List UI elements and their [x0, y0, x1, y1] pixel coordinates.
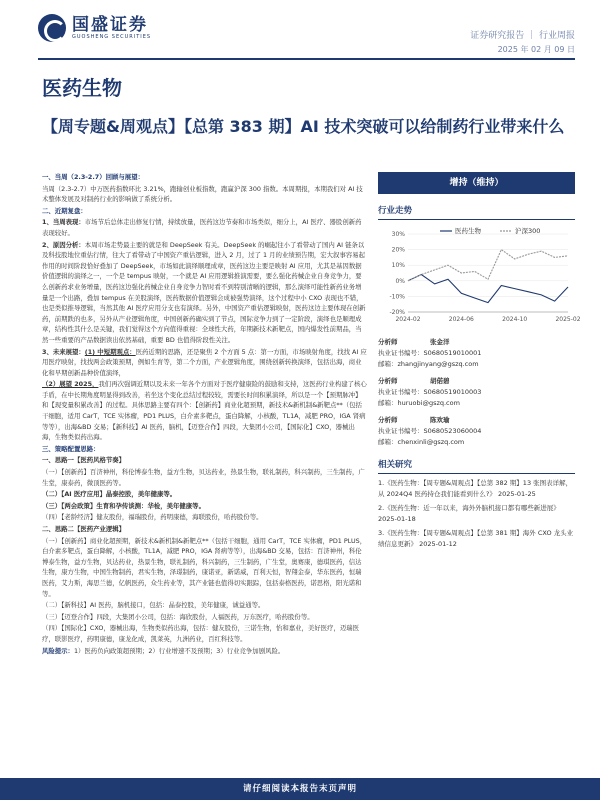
- analyst-email[interactable]: chenxinli@gszq.com: [397, 438, 465, 446]
- list-item: （四）【老龄经济】健友股份，福瑞股份，药明康德，海联股份，哈药股份等。: [42, 513, 263, 522]
- list-item: （二）【新科技】AI 医药，脑机接口，包括：晶泰控股，美年健康，诚益通等。: [42, 601, 265, 610]
- sub-heading: 二、思路二【医药产业逻辑】: [42, 525, 126, 533]
- cert-label: 执业证书编号：: [378, 349, 424, 357]
- analyst-email[interactable]: zhangjinyang@gszq.com: [397, 360, 479, 368]
- y-tick-label: 10%: [391, 262, 405, 270]
- email-label: 邮箱：: [378, 399, 398, 407]
- legend-label: 沪深300: [515, 227, 541, 235]
- related-heading: 相关研究: [378, 458, 575, 474]
- rating-badge: 增持（维持）: [378, 172, 575, 194]
- y-tick-label: 0%: [395, 277, 405, 285]
- analyst-name: 陈欢瑜: [430, 416, 450, 424]
- related-title[interactable]: 3.《医药生物：【周专题&周观点】【总第 381 期】海外 CXO 龙头业绩信息更新》: [378, 529, 574, 548]
- analyst-card: [378, 415, 575, 448]
- paragraph-label: 2、原因分析：: [42, 240, 85, 249]
- analyst-role: 分析师: [378, 377, 398, 385]
- legend-label: 医药生物: [455, 227, 481, 235]
- list-item: （四）【国际化】CXO，器械出海，生物类似药出海，包括：健友股份，三诺生物，怡和嘉业，美好医疗，迈瑞医疗，联影医疗，药明康德，康龙化成，凯莱英，九洲药业，百红科技等。: [42, 624, 360, 643]
- list-item: （三）【两会政策】生育和孕传谈测：华检，美年健康等。: [42, 501, 205, 510]
- section-heading: 三、策略配置思路：: [42, 444, 100, 453]
- paragraph: 我们再次强调近期以及未来一年各个方面对于医疗健康险的鼓励和支持，这医药行业构建了核心手盾，在中长期角度明显得到改善，若坐这个变化总结过程较较，需要长时间积累演绎，所以是一个【预期脉冲】和【现变量积累改善】的过程。具体思路主要有四个：【创新药】商业化超预期，新技术&新机制&新靶点**（包括干细胞，适用 CarT，TCE 实体瘤，PD1 PLUS，白介素多靶点，蛋白降解，小核酸，TL1A，减肥 PRO，IGA 肾病等等），出海&BD 交易；【新科技】AI 医药，脑机，【迈登合作】四段，大集团小公司，【国际化】CXO，器械出海，生物类似药出海。: [42, 380, 367, 442]
- section-heading: 一、当周（2.3-2.7）回顾与展望：: [42, 173, 144, 181]
- paragraph: 当周（2.3-2.7）中万医药指数环比 3.21%，跑输创业板指数，跑赢沪深 300 指数。本周期报，本期我们对 AI 技术整体发展及对制药行业的影响做了系统分析。: [42, 184, 363, 204]
- paragraph-label: (1) 中短期观点：: [84, 347, 136, 356]
- analyst-role: 分析师: [378, 338, 398, 346]
- related-date: 2025-01-18: [378, 514, 416, 523]
- paragraph-label: （2）展望 2025，: [42, 380, 99, 389]
- industry-name: 医药生物: [42, 76, 122, 100]
- cert-label: 执业证书编号：: [378, 388, 424, 396]
- list-item: （三）【迈登合作】四段，大集团小公司，包括：海欣股份，人福医药，万东医疗，哈药股份等。: [42, 612, 314, 621]
- list-item: （一）【创新药】商业化超预期，新技术&新机制&新靶点**（包括干细胞，通用 CarT，TCE 实体瘤，PD1 PLUS，白介素多靶点，蛋白降解，小核酸，TL1A，减肥 PRO，IGA 肾病等等），出海&BD 交易，包括：百济神州，科伦博泰生物，益方生物，贝达药业，热景生物，联礼制药，科兴制药，三生制药，广生堂，奥赛康，德琪医药，信达生物，康方生物，中国生物制药，君实生物，泽璟制药，康诺亚，新诺威，百利天恒，智翔金泰，华东医药，恒瑞医药，艾力斯，海思兰德，亿帆医药，众生药业等，其产业链也值得切实跟踪，包括泰格医药，诺思格，阳光诺和等。: [42, 536, 367, 598]
- paragraph: 医药近期的思路，还是聚焦 2 个方面 5 点：第一方面，市场映射角度，找找 AI 应用医疗映射，找找两会政策预期，例如生育等，第二个方面，产业逻辑角度，围绕创新转换演绎，包括出海，商业化和早期创新品种价值演绎，: [42, 347, 367, 377]
- analyst-name: 张金洋: [430, 338, 450, 346]
- footer-disclaimer: 请仔细阅读本报告末页声明: [0, 778, 600, 800]
- cert-number: S0680519010003: [423, 388, 482, 396]
- trend-chart-svg: [378, 224, 581, 329]
- analyst-card: [378, 337, 575, 370]
- paragraph: 本周市场走势最主要的就是和 DeepSeek 有关。DeepSeek 的崛起往小了看带动了国内 AI 链条以及科技股地位重估行情，往大了看带动了中国资产重估逻辑，进入 2 月，过了 1 月的业绩预告期，宏大叙事容易起作用的时间阶段恰好叠加了 DeepSeek，市场如此演绎顺理成章，医药这边主要是映射 AI 应用，尤其是基因数据价值逻辑的演绎之一，一个是 tempus 映射，一个就是 AI 应用逻辑推演需要，要么强化药械企业自身竞争力，要么创新药求业务增量，医药这边强化药械企业自身竞争力智时看不到特别清晰的逻辑，那么演绎可能性新药业务增量是一个出路，叠加 tempus 在美股演绎，医药数据价值逻辑会成被强势演绎，这个过程中小 CXO 表现也不错，也是类似推导逻辑，当然其他 AI 医疗应用分支也有演绎。另外，中国资产重估逻辑映射，医药这边主要体现在创新药，前期跌的也多，另外从产业逻辑角度，中国创新药确实到了节点，国际竞争力到了一定阶段，演绎也是顺理成章，结构性其什么是关键，我们觉得这个方向值得重视：全球性大药，年期新技术新靶点，国内爆发性前期品，当然一些重要的产品数据读出依然基础，重要 BD 也值得阶段性关注。: [42, 240, 366, 344]
- related-title[interactable]: 1.《医药生物：【周专题&周观点】【总第 382 期】13 张图表详解，从 2024Q4 医药持仓我们能看到什么?》: [378, 479, 573, 498]
- paragraph-label: 1、当周表现：: [42, 218, 85, 227]
- y-tick-label: 20%: [391, 246, 405, 254]
- sidebar: [378, 172, 581, 549]
- trend-chart: [378, 224, 581, 331]
- list-item: （二）【AI 医疗应用】晶泰控股，美年健康等。: [42, 490, 177, 499]
- risk-text: 1）医药负向政策超预期；2）行业增速不及预期；3）行业竞争加剧风险。: [73, 646, 285, 655]
- x-tick-label: 2024-10: [502, 316, 528, 323]
- list-item: （一）【创新药】百济神州，科伦博泰生物，益方生物，贝达药业，热景生物，联礼制药，科兴制药，三生制药，广生堂，康泰药，微顶医药等。: [42, 468, 365, 487]
- email-label: 邮箱：: [378, 438, 398, 446]
- risk-heading: 风险提示：: [42, 646, 74, 655]
- cert-number: S0680519010001: [423, 349, 482, 357]
- header-divider: [38, 58, 575, 60]
- email-label: 邮箱：: [378, 360, 398, 368]
- analyst-name: 胡偌碧: [430, 377, 450, 385]
- x-tick-label: 2025-02: [555, 316, 581, 323]
- cert-number: S0680523060004: [423, 427, 482, 435]
- analyst-email[interactable]: huruobi@gszq.com: [397, 399, 460, 407]
- company-logo: [38, 14, 151, 42]
- related-title[interactable]: 2.《医药生物：近一年以来，海外外脑机接口都有哪些新进展》: [378, 504, 560, 512]
- cert-label: 执业证书编号：: [378, 427, 424, 435]
- main-body: [42, 172, 367, 657]
- report-type: 证券研究报告 ｜ 行业周报: [470, 31, 575, 41]
- logo-mark-icon: [38, 14, 66, 42]
- sub-heading: 一、思路一【医药风格节奏】: [42, 456, 126, 465]
- paragraph-label: 3、未来展望：: [42, 347, 85, 356]
- x-tick-label: 2024-06: [448, 316, 474, 323]
- report-header: [0, 0, 600, 62]
- related-item[interactable]: [378, 528, 575, 549]
- section-heading: 二、近期复盘：: [42, 206, 87, 215]
- analyst-role: 分析师: [378, 416, 398, 424]
- y-tick-label: -10%: [389, 293, 405, 301]
- trend-heading: 行业走势: [378, 204, 575, 220]
- y-tick-label: -20%: [389, 309, 405, 316]
- logo-chinese-name: 国盛证券: [72, 15, 148, 35]
- analyst-card: [378, 376, 575, 409]
- paragraph: 市场节后总体走出修复行情，持续放量，医药这边节奏和市场类似，细分上，AI 医疗、器股创新药表现较好。: [42, 218, 362, 237]
- y-tick-label: 30%: [391, 231, 405, 238]
- related-date: 2025-01-12: [419, 539, 457, 548]
- related-list: [378, 478, 575, 549]
- analyst-list: [378, 337, 575, 448]
- related-item[interactable]: [378, 503, 575, 524]
- related-item[interactable]: [378, 478, 575, 499]
- x-tick-label: 2024-02: [395, 316, 421, 323]
- logo-english-name: GUOSHENG SECURITIES: [72, 34, 152, 40]
- report-title: 【周专题&周观点】【总第 383 期】AI 技术突破可以给制药行业带来什么: [42, 117, 565, 136]
- related-date: 2025-01-25: [497, 489, 536, 498]
- report-date: 2025 年 02 月 09 日: [497, 45, 575, 54]
